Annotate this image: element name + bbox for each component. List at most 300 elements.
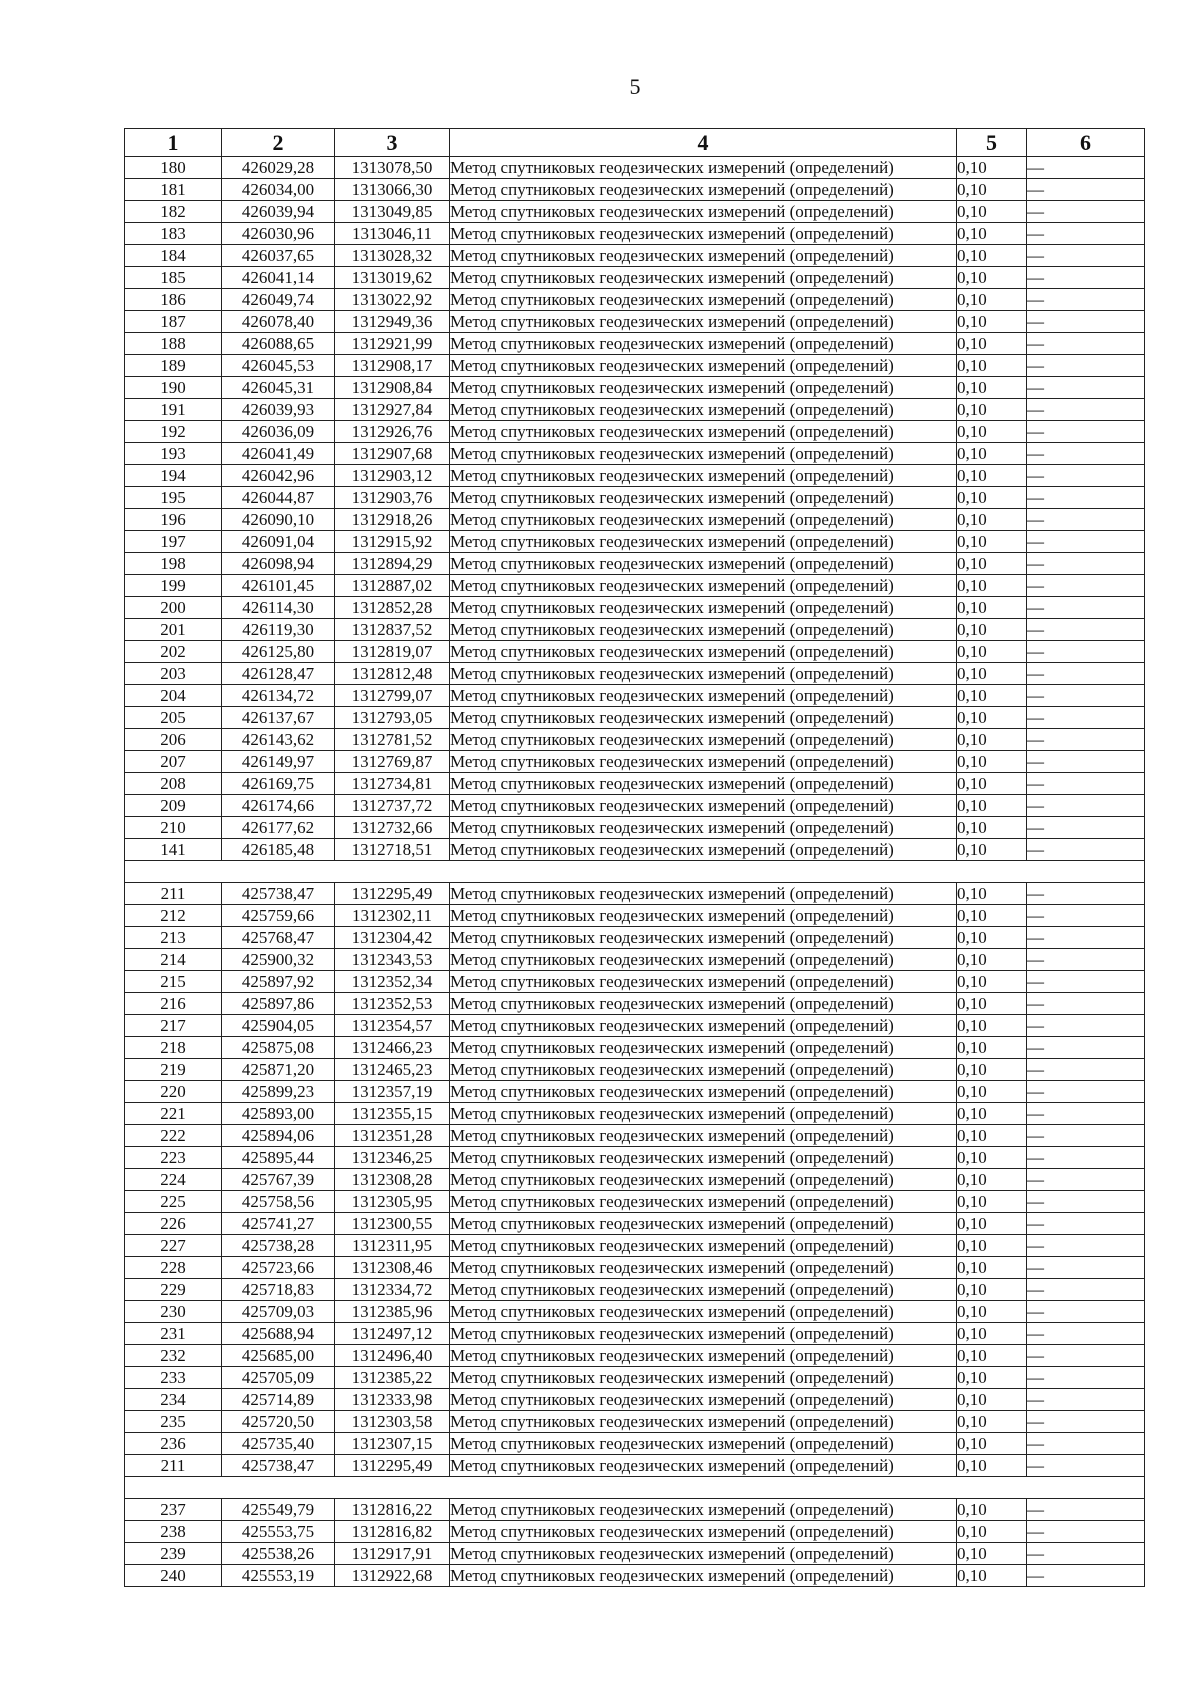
x-coordinate-cell: 426042,96 — [222, 465, 335, 487]
note-cell: — — [1027, 773, 1145, 795]
method-cell: Метод спутниковых геодезических измерений (определений) — [450, 795, 957, 817]
y-coordinate-cell: 1312385,22 — [335, 1367, 450, 1389]
table-row — [125, 971, 1145, 993]
x-coordinate-cell: 425723,66 — [222, 1257, 335, 1279]
table-row — [125, 1411, 1145, 1433]
y-coordinate-cell: 1312385,96 — [335, 1301, 450, 1323]
point-number-cell: 227 — [125, 1235, 222, 1257]
y-coordinate-cell: 1312769,87 — [335, 751, 450, 773]
note-cell: — — [1027, 619, 1145, 641]
point-number-cell: 240 — [125, 1565, 222, 1587]
method-cell: Метод спутниковых геодезических измерений (определений) — [450, 1235, 957, 1257]
accuracy-cell: 0,10 — [957, 575, 1027, 597]
table-body — [125, 157, 1145, 1587]
y-coordinate-cell: 1312915,92 — [335, 531, 450, 553]
note-cell: — — [1027, 333, 1145, 355]
x-coordinate-cell: 425767,39 — [222, 1169, 335, 1191]
point-number-cell: 220 — [125, 1081, 222, 1103]
y-coordinate-cell: 1312295,49 — [335, 883, 450, 905]
table-row — [125, 817, 1145, 839]
table-row — [125, 421, 1145, 443]
accuracy-cell: 0,10 — [957, 729, 1027, 751]
table-row — [125, 751, 1145, 773]
table-row — [125, 685, 1145, 707]
table-row — [125, 1081, 1145, 1103]
point-number-cell: 198 — [125, 553, 222, 575]
accuracy-cell: 0,10 — [957, 355, 1027, 377]
note-cell: — — [1027, 465, 1145, 487]
x-coordinate-cell: 426030,96 — [222, 223, 335, 245]
y-coordinate-cell: 1312300,55 — [335, 1213, 450, 1235]
point-number-cell: 223 — [125, 1147, 222, 1169]
note-cell: — — [1027, 1301, 1145, 1323]
note-cell: — — [1027, 1235, 1145, 1257]
point-number-cell: 232 — [125, 1345, 222, 1367]
group-separator-row — [125, 861, 1145, 883]
x-coordinate-cell: 425705,09 — [222, 1367, 335, 1389]
table-row — [125, 355, 1145, 377]
y-coordinate-cell: 1312732,66 — [335, 817, 450, 839]
y-coordinate-cell: 1312887,02 — [335, 575, 450, 597]
y-coordinate-cell: 1312799,07 — [335, 685, 450, 707]
point-number-cell: 210 — [125, 817, 222, 839]
x-coordinate-cell: 426119,30 — [222, 619, 335, 641]
accuracy-cell: 0,10 — [957, 1235, 1027, 1257]
method-cell: Метод спутниковых геодезических измерений (определений) — [450, 597, 957, 619]
note-cell: — — [1027, 311, 1145, 333]
point-number-cell: 191 — [125, 399, 222, 421]
method-cell: Метод спутниковых геодезических измерений (определений) — [450, 1433, 957, 1455]
accuracy-cell: 0,10 — [957, 641, 1027, 663]
y-coordinate-cell: 1312302,11 — [335, 905, 450, 927]
y-coordinate-cell: 1313019,62 — [335, 267, 450, 289]
point-number-cell: 211 — [125, 883, 222, 905]
accuracy-cell: 0,10 — [957, 443, 1027, 465]
y-coordinate-cell: 1312343,53 — [335, 949, 450, 971]
header-col-5: 5 — [957, 129, 1027, 157]
method-cell: Метод спутниковых геодезических измерений (определений) — [450, 1499, 957, 1521]
point-number-cell: 225 — [125, 1191, 222, 1213]
x-coordinate-cell: 426034,00 — [222, 179, 335, 201]
x-coordinate-cell: 425894,06 — [222, 1125, 335, 1147]
note-cell: — — [1027, 355, 1145, 377]
method-cell: Метод спутниковых геодезических измерений (определений) — [450, 421, 957, 443]
x-coordinate-cell: 426134,72 — [222, 685, 335, 707]
point-number-cell: 187 — [125, 311, 222, 333]
y-coordinate-cell: 1313049,85 — [335, 201, 450, 223]
y-coordinate-cell: 1312465,23 — [335, 1059, 450, 1081]
y-coordinate-cell: 1312307,15 — [335, 1433, 450, 1455]
note-cell: — — [1027, 1169, 1145, 1191]
note-cell: — — [1027, 1455, 1145, 1477]
table-row — [125, 509, 1145, 531]
method-cell: Метод спутниковых геодезических измерений (определений) — [450, 663, 957, 685]
accuracy-cell: 0,10 — [957, 333, 1027, 355]
y-coordinate-cell: 1312295,49 — [335, 1455, 450, 1477]
accuracy-cell: 0,10 — [957, 509, 1027, 531]
method-cell: Метод спутниковых геодезических измерений (определений) — [450, 575, 957, 597]
point-number-cell: 226 — [125, 1213, 222, 1235]
y-coordinate-cell: 1312354,57 — [335, 1015, 450, 1037]
note-cell: — — [1027, 1125, 1145, 1147]
note-cell: — — [1027, 267, 1145, 289]
y-coordinate-cell: 1312816,82 — [335, 1521, 450, 1543]
method-cell: Метод спутниковых геодезических измерений (определений) — [450, 245, 957, 267]
method-cell: Метод спутниковых геодезических измерений (определений) — [450, 707, 957, 729]
accuracy-cell: 0,10 — [957, 531, 1027, 553]
point-number-cell: 216 — [125, 993, 222, 1015]
y-coordinate-cell: 1312816,22 — [335, 1499, 450, 1521]
method-cell: Метод спутниковых геодезических измерений (определений) — [450, 1169, 957, 1191]
y-coordinate-cell: 1312921,99 — [335, 333, 450, 355]
point-number-cell: 183 — [125, 223, 222, 245]
point-number-cell: 194 — [125, 465, 222, 487]
accuracy-cell: 0,10 — [957, 1455, 1027, 1477]
accuracy-cell: 0,10 — [957, 663, 1027, 685]
note-cell: — — [1027, 1081, 1145, 1103]
method-cell: Метод спутниковых геодезических измерений (определений) — [450, 685, 957, 707]
point-number-cell: 141 — [125, 839, 222, 861]
x-coordinate-cell: 426098,94 — [222, 553, 335, 575]
method-cell: Метод спутниковых геодезических измерений (определений) — [450, 355, 957, 377]
table-row — [125, 1213, 1145, 1235]
accuracy-cell: 0,10 — [957, 377, 1027, 399]
point-number-cell: 229 — [125, 1279, 222, 1301]
x-coordinate-cell: 426029,28 — [222, 157, 335, 179]
x-coordinate-cell: 425685,00 — [222, 1345, 335, 1367]
note-cell: — — [1027, 1147, 1145, 1169]
table-row — [125, 1565, 1145, 1587]
note-cell: — — [1027, 839, 1145, 861]
table-row — [125, 1323, 1145, 1345]
accuracy-cell: 0,10 — [957, 311, 1027, 333]
point-number-cell: 212 — [125, 905, 222, 927]
note-cell: — — [1027, 223, 1145, 245]
point-number-cell: 203 — [125, 663, 222, 685]
note-cell: — — [1027, 817, 1145, 839]
y-coordinate-cell: 1312781,52 — [335, 729, 450, 751]
table-row — [125, 729, 1145, 751]
header-col-4: 4 — [450, 129, 957, 157]
accuracy-cell: 0,10 — [957, 553, 1027, 575]
x-coordinate-cell: 426169,75 — [222, 773, 335, 795]
x-coordinate-cell: 425688,94 — [222, 1323, 335, 1345]
y-coordinate-cell: 1313066,30 — [335, 179, 450, 201]
note-cell: — — [1027, 1411, 1145, 1433]
y-coordinate-cell: 1312926,76 — [335, 421, 450, 443]
note-cell: — — [1027, 1345, 1145, 1367]
table-row — [125, 399, 1145, 421]
note-cell: — — [1027, 883, 1145, 905]
method-cell: Метод спутниковых геодезических измерений (определений) — [450, 179, 957, 201]
note-cell: — — [1027, 421, 1145, 443]
y-coordinate-cell: 1312819,07 — [335, 641, 450, 663]
table-row — [125, 443, 1145, 465]
y-coordinate-cell: 1312908,84 — [335, 377, 450, 399]
note-cell: — — [1027, 575, 1145, 597]
note-cell: — — [1027, 1103, 1145, 1125]
method-cell: Метод спутниковых геодезических измерений (определений) — [450, 1345, 957, 1367]
method-cell: Метод спутниковых геодезических измерений (определений) — [450, 377, 957, 399]
method-cell: Метод спутниковых геодезических измерений (определений) — [450, 1301, 957, 1323]
table-row — [125, 619, 1145, 641]
accuracy-cell: 0,10 — [957, 267, 1027, 289]
point-number-cell: 231 — [125, 1323, 222, 1345]
table-row — [125, 1169, 1145, 1191]
accuracy-cell: 0,10 — [957, 1543, 1027, 1565]
group-separator-row — [125, 1477, 1145, 1499]
method-cell: Метод спутниковых геодезических измерений (определений) — [450, 443, 957, 465]
y-coordinate-cell: 1312352,53 — [335, 993, 450, 1015]
note-cell: — — [1027, 729, 1145, 751]
method-cell: Метод спутниковых геодезических измерений (определений) — [450, 817, 957, 839]
table-row — [125, 597, 1145, 619]
point-number-cell: 192 — [125, 421, 222, 443]
table-row — [125, 157, 1145, 179]
method-cell: Метод спутниковых геодезических измерений (определений) — [450, 1103, 957, 1125]
y-coordinate-cell: 1313022,92 — [335, 289, 450, 311]
separator-cell — [125, 861, 1145, 883]
x-coordinate-cell: 426143,62 — [222, 729, 335, 751]
y-coordinate-cell: 1313078,50 — [335, 157, 450, 179]
x-coordinate-cell: 425899,23 — [222, 1081, 335, 1103]
x-coordinate-cell: 426039,93 — [222, 399, 335, 421]
x-coordinate-cell: 426041,49 — [222, 443, 335, 465]
x-coordinate-cell: 426091,04 — [222, 531, 335, 553]
accuracy-cell: 0,10 — [957, 1037, 1027, 1059]
table-row — [125, 1103, 1145, 1125]
table-row — [125, 179, 1145, 201]
accuracy-cell: 0,10 — [957, 1169, 1027, 1191]
y-coordinate-cell: 1312812,48 — [335, 663, 450, 685]
x-coordinate-cell: 426149,97 — [222, 751, 335, 773]
table-row — [125, 1345, 1145, 1367]
table-row — [125, 1433, 1145, 1455]
x-coordinate-cell: 425897,86 — [222, 993, 335, 1015]
y-coordinate-cell: 1312352,34 — [335, 971, 450, 993]
x-coordinate-cell: 425875,08 — [222, 1037, 335, 1059]
y-coordinate-cell: 1312466,23 — [335, 1037, 450, 1059]
coordinates-table — [124, 128, 1145, 1587]
note-cell: — — [1027, 531, 1145, 553]
y-coordinate-cell: 1312949,36 — [335, 311, 450, 333]
accuracy-cell: 0,10 — [957, 1257, 1027, 1279]
x-coordinate-cell: 425735,40 — [222, 1433, 335, 1455]
table-row — [125, 1037, 1145, 1059]
x-coordinate-cell: 425738,28 — [222, 1235, 335, 1257]
method-cell: Метод спутниковых геодезических измерений (определений) — [450, 333, 957, 355]
note-cell: — — [1027, 1521, 1145, 1543]
note-cell: — — [1027, 553, 1145, 575]
accuracy-cell: 0,10 — [957, 465, 1027, 487]
accuracy-cell: 0,10 — [957, 905, 1027, 927]
x-coordinate-cell: 426045,53 — [222, 355, 335, 377]
y-coordinate-cell: 1312496,40 — [335, 1345, 450, 1367]
accuracy-cell: 0,10 — [957, 751, 1027, 773]
note-cell: — — [1027, 1213, 1145, 1235]
x-coordinate-cell: 425553,19 — [222, 1565, 335, 1587]
accuracy-cell: 0,10 — [957, 949, 1027, 971]
note-cell: — — [1027, 663, 1145, 685]
method-cell: Метод спутниковых геодезических измерений (определений) — [450, 1565, 957, 1587]
accuracy-cell: 0,10 — [957, 927, 1027, 949]
accuracy-cell: 0,10 — [957, 1191, 1027, 1213]
y-coordinate-cell: 1312334,72 — [335, 1279, 450, 1301]
y-coordinate-cell: 1312308,46 — [335, 1257, 450, 1279]
accuracy-cell: 0,10 — [957, 1125, 1027, 1147]
accuracy-cell: 0,10 — [957, 1345, 1027, 1367]
x-coordinate-cell: 425720,50 — [222, 1411, 335, 1433]
separator-cell — [125, 1477, 1145, 1499]
y-coordinate-cell: 1312346,25 — [335, 1147, 450, 1169]
accuracy-cell: 0,10 — [957, 421, 1027, 443]
x-coordinate-cell: 426185,48 — [222, 839, 335, 861]
table-row — [125, 1059, 1145, 1081]
method-cell: Метод спутниковых геодезических измерений (определений) — [450, 619, 957, 641]
method-cell: Метод спутниковых геодезических измерений (определений) — [450, 905, 957, 927]
table-row — [125, 773, 1145, 795]
point-number-cell: 237 — [125, 1499, 222, 1521]
y-coordinate-cell: 1312927,84 — [335, 399, 450, 421]
method-cell: Метод спутниковых геодезических измерений (определений) — [450, 1015, 957, 1037]
x-coordinate-cell: 425893,00 — [222, 1103, 335, 1125]
note-cell: — — [1027, 641, 1145, 663]
table-row — [125, 465, 1145, 487]
y-coordinate-cell: 1313046,11 — [335, 223, 450, 245]
note-cell: — — [1027, 1015, 1145, 1037]
x-coordinate-cell: 426036,09 — [222, 421, 335, 443]
accuracy-cell: 0,10 — [957, 1323, 1027, 1345]
accuracy-cell: 0,10 — [957, 707, 1027, 729]
y-coordinate-cell: 1312718,51 — [335, 839, 450, 861]
accuracy-cell: 0,10 — [957, 839, 1027, 861]
method-cell: Метод спутниковых геодезических измерений (определений) — [450, 1323, 957, 1345]
table-row — [125, 883, 1145, 905]
table-row — [125, 949, 1145, 971]
note-cell: — — [1027, 399, 1145, 421]
point-number-cell: 215 — [125, 971, 222, 993]
point-number-cell: 199 — [125, 575, 222, 597]
note-cell: — — [1027, 377, 1145, 399]
point-number-cell: 213 — [125, 927, 222, 949]
table-row — [125, 1389, 1145, 1411]
x-coordinate-cell: 426137,67 — [222, 707, 335, 729]
note-cell: — — [1027, 1433, 1145, 1455]
note-cell: — — [1027, 905, 1145, 927]
point-number-cell: 188 — [125, 333, 222, 355]
x-coordinate-cell: 426039,94 — [222, 201, 335, 223]
accuracy-cell: 0,10 — [957, 1367, 1027, 1389]
table-row — [125, 531, 1145, 553]
y-coordinate-cell: 1312351,28 — [335, 1125, 450, 1147]
note-cell: — — [1027, 597, 1145, 619]
x-coordinate-cell: 426174,66 — [222, 795, 335, 817]
point-number-cell: 184 — [125, 245, 222, 267]
y-coordinate-cell: 1312308,28 — [335, 1169, 450, 1191]
method-cell: Метод спутниковых геодезических измерений (определений) — [450, 993, 957, 1015]
point-number-cell: 201 — [125, 619, 222, 641]
method-cell: Метод спутниковых геодезических измерений (определений) — [450, 971, 957, 993]
note-cell: — — [1027, 993, 1145, 1015]
accuracy-cell: 0,10 — [957, 971, 1027, 993]
x-coordinate-cell: 425718,83 — [222, 1279, 335, 1301]
accuracy-cell: 0,10 — [957, 245, 1027, 267]
note-cell: — — [1027, 201, 1145, 223]
accuracy-cell: 0,10 — [957, 487, 1027, 509]
method-cell: Метод спутниковых геодезических измерений (определений) — [450, 1037, 957, 1059]
y-coordinate-cell: 1312333,98 — [335, 1389, 450, 1411]
method-cell: Метод спутниковых геодезических измерений (определений) — [450, 157, 957, 179]
method-cell: Метод спутниковых геодезических измерений (определений) — [450, 509, 957, 531]
table-row — [125, 1543, 1145, 1565]
point-number-cell: 207 — [125, 751, 222, 773]
table-row — [125, 267, 1145, 289]
note-cell: — — [1027, 157, 1145, 179]
accuracy-cell: 0,10 — [957, 1389, 1027, 1411]
method-cell: Метод спутниковых геодезических измерений (определений) — [450, 927, 957, 949]
note-cell: — — [1027, 179, 1145, 201]
point-number-cell: 197 — [125, 531, 222, 553]
method-cell: Метод спутниковых геодезических измерений (определений) — [450, 883, 957, 905]
note-cell: — — [1027, 1367, 1145, 1389]
accuracy-cell: 0,10 — [957, 1213, 1027, 1235]
method-cell: Метод спутниковых геодезических измерений (определений) — [450, 949, 957, 971]
x-coordinate-cell: 425904,05 — [222, 1015, 335, 1037]
method-cell: Метод спутниковых геодезических измерений (определений) — [450, 1279, 957, 1301]
y-coordinate-cell: 1312737,72 — [335, 795, 450, 817]
method-cell: Метод спутниковых геодезических измерений (определений) — [450, 1367, 957, 1389]
accuracy-cell: 0,10 — [957, 1565, 1027, 1587]
x-coordinate-cell: 425549,79 — [222, 1499, 335, 1521]
point-number-cell: 236 — [125, 1433, 222, 1455]
x-coordinate-cell: 426128,47 — [222, 663, 335, 685]
table-row — [125, 1257, 1145, 1279]
table-row — [125, 795, 1145, 817]
point-number-cell: 195 — [125, 487, 222, 509]
note-cell: — — [1027, 487, 1145, 509]
accuracy-cell: 0,10 — [957, 817, 1027, 839]
page-number: 5 — [629, 74, 641, 99]
point-number-cell: 234 — [125, 1389, 222, 1411]
table-row — [125, 1015, 1145, 1037]
y-coordinate-cell: 1312303,58 — [335, 1411, 450, 1433]
note-cell: — — [1027, 509, 1145, 531]
note-cell: — — [1027, 1037, 1145, 1059]
point-number-cell: 186 — [125, 289, 222, 311]
point-number-cell: 205 — [125, 707, 222, 729]
y-coordinate-cell: 1312837,52 — [335, 619, 450, 641]
table-row — [125, 927, 1145, 949]
x-coordinate-cell: 425738,47 — [222, 1455, 335, 1477]
x-coordinate-cell: 425553,75 — [222, 1521, 335, 1543]
x-coordinate-cell: 425709,03 — [222, 1301, 335, 1323]
table-row — [125, 1301, 1145, 1323]
table-row — [125, 1147, 1145, 1169]
method-cell: Метод спутниковых геодезических измерений (определений) — [450, 751, 957, 773]
table-row — [125, 245, 1145, 267]
accuracy-cell: 0,10 — [957, 1433, 1027, 1455]
accuracy-cell: 0,10 — [957, 1059, 1027, 1081]
point-number-cell: 233 — [125, 1367, 222, 1389]
accuracy-cell: 0,10 — [957, 795, 1027, 817]
x-coordinate-cell: 425758,56 — [222, 1191, 335, 1213]
method-cell: Метод спутниковых геодезических измерений (определений) — [450, 729, 957, 751]
point-number-cell: 211 — [125, 1455, 222, 1477]
accuracy-cell: 0,10 — [957, 1103, 1027, 1125]
point-number-cell: 228 — [125, 1257, 222, 1279]
point-number-cell: 214 — [125, 949, 222, 971]
y-coordinate-cell: 1312305,95 — [335, 1191, 450, 1213]
